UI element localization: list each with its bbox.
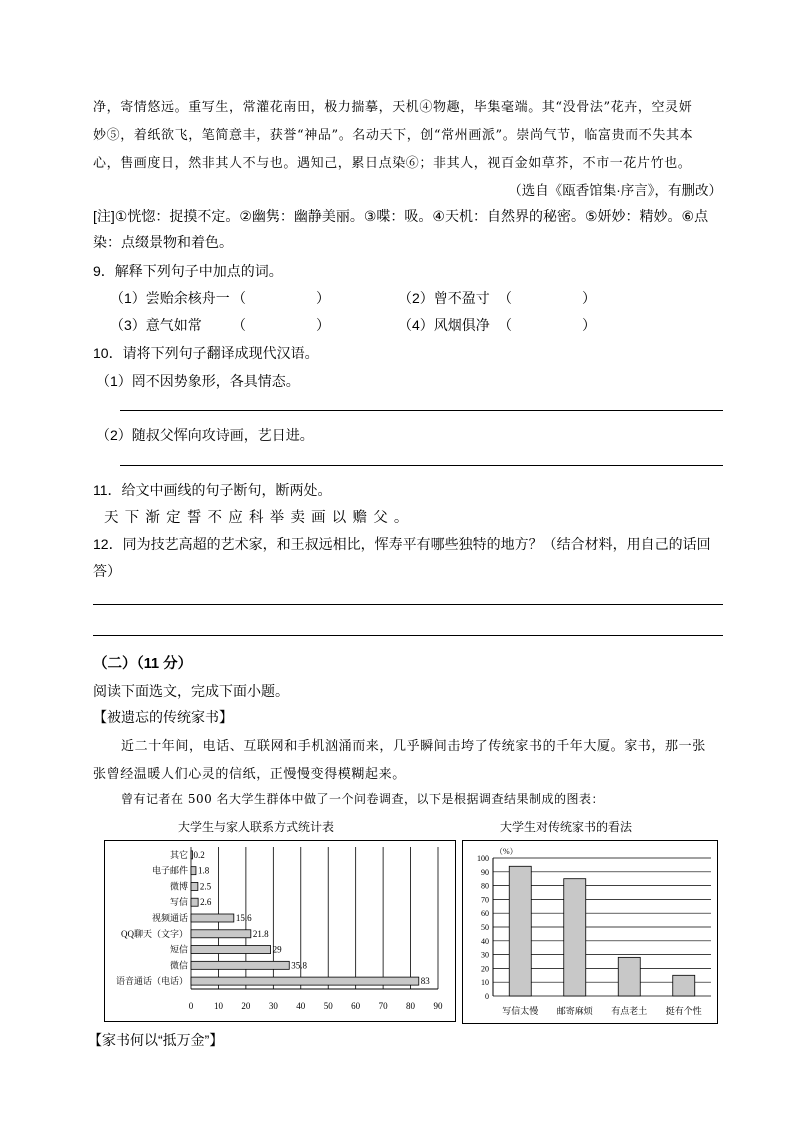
q9-blank-3[interactable]: （ ） xyxy=(232,317,330,333)
passage-line-1: 净，寄情悠远。重写生，常灌花南田，极力揣摹，天机④物趣，毕集毫端。其“没骨法”花卉，空灵妍 xyxy=(93,100,693,115)
chart1-bar xyxy=(191,946,271,954)
chart1-value-label: 2.6 xyxy=(200,897,212,908)
chart2-bar xyxy=(673,975,695,996)
chart1-bar xyxy=(191,867,196,875)
chart1-category-label: 写信 xyxy=(169,897,188,908)
chart2-ytick-label: 30 xyxy=(481,950,489,960)
chart1-bar xyxy=(191,898,198,906)
section2-subtitle-1: 【被遗忘的传统家书】 xyxy=(93,709,233,725)
q10-sentence-2: （2）随叔父恽向攻诗画，艺日进。 xyxy=(96,427,314,443)
section2-survey-intro: 曾有记者在 500 名大学生群体中做了一个问卷调查，以下是根据调查结果制成的图表： xyxy=(121,792,605,806)
chart2-title: 大学生对传统家书的看法 xyxy=(500,820,633,834)
chart2-frame xyxy=(462,840,718,1024)
chart2-ytick-label: 20 xyxy=(481,964,489,974)
chart1-category-label: 语音通话（电话） xyxy=(115,976,188,987)
chart1-value-label: 2.5 xyxy=(199,881,212,892)
q9-item-4: （4）风烟俱净 xyxy=(398,317,490,333)
q9-item-1: （1）尝贻余核舟一 xyxy=(110,290,230,306)
chart1-category-label: 短信 xyxy=(169,944,188,955)
chart1-value-label: 1.8 xyxy=(197,865,210,876)
q10-answer-line-2[interactable] xyxy=(120,465,723,466)
q10-sentence-1: （1）罔不因势象形，各具情态。 xyxy=(96,373,300,389)
chart2-ytick-label: 90 xyxy=(481,867,489,877)
chart1-frame xyxy=(104,840,456,1022)
chart2-category-label: 有点老土 xyxy=(611,1006,648,1016)
q9-title: 9．解释下列句子中加点的词。 xyxy=(93,263,283,279)
chart1-category-label: 电子邮件 xyxy=(151,865,188,876)
passage-source: （选自《瓯香馆集·序言》，有删改） xyxy=(508,183,722,198)
chart1-xtick-label: 50 xyxy=(323,1001,333,1011)
chart1-bar xyxy=(191,882,198,890)
chart2-category-label: 写信太慢 xyxy=(502,1006,539,1016)
chart1-xtick-label: 20 xyxy=(241,1001,251,1011)
chart2-bar xyxy=(564,879,586,996)
chart2-ytick-label: 70 xyxy=(481,895,489,905)
chart2-ytick-label: 100 xyxy=(477,854,489,863)
chart2-bar xyxy=(509,866,531,996)
chart1-bar xyxy=(191,930,251,938)
chart1-value-label: 35.8 xyxy=(291,960,308,971)
chart1-xtick-label: 10 xyxy=(213,1001,223,1011)
chart1-xtick-label: 80 xyxy=(406,1001,416,1011)
q9-blank-2[interactable]: （ ） xyxy=(498,290,596,306)
chart2-ytick-label: 40 xyxy=(481,936,489,946)
passage-line-2: 妙⑤，着纸欲飞，笔简意丰，获誉“神品”。名动天下，创“常州画派”。崇尚气节，临富贵而不失其本 xyxy=(93,128,694,143)
chart1-value-label: 83 xyxy=(420,976,430,987)
chart2-ylabel: （%） xyxy=(495,847,518,856)
chart2-ytick-label: 50 xyxy=(481,923,489,932)
q9-blank-1[interactable]: （ ） xyxy=(232,290,330,306)
q9-item-3: （3）意气如常 xyxy=(110,317,202,333)
chart1-xtick-label: 30 xyxy=(268,1001,278,1011)
chart2-ytick-label: 10 xyxy=(481,978,489,988)
q11-sentence: 天 下 渐 定 誓 不 应 科 举 卖 画 以 赡 父 。 xyxy=(104,510,410,526)
chart1-title: 大学生与家人联系方式统计表 xyxy=(178,820,335,834)
chart1-xtick-label: 70 xyxy=(378,1001,388,1011)
chart1-xtick-label: 40 xyxy=(296,1001,306,1011)
chart2-ytick-label: 0 xyxy=(485,992,489,1001)
section2-subtitle-2: 【家书何以“抵万金”】 xyxy=(88,1032,224,1048)
q12-answer-line-2[interactable] xyxy=(93,635,723,636)
chart1-svg xyxy=(105,841,455,1021)
q9-item-2: （2）曾不盈寸 xyxy=(398,290,490,306)
q12-line-2: 答） xyxy=(93,563,121,579)
chart2-ytick-label: 80 xyxy=(481,881,489,891)
chart2-ytick-label: 60 xyxy=(481,909,489,919)
chart1-value-label: 15.6 xyxy=(235,913,252,923)
chart2-bar xyxy=(618,957,640,996)
chart2-category-label: 邮寄麻烦 xyxy=(556,1006,593,1016)
q9-blank-4[interactable]: （ ） xyxy=(498,317,596,333)
chart1-value-label: 0.2 xyxy=(193,849,205,860)
chart1-value-label: 21.8 xyxy=(252,928,269,939)
passage-line-3: 心，售画度日，然非其人不与也。遇知己，累日点染⑥；非其人，视百金如草芥，不市一花片竹也。 xyxy=(93,156,692,171)
chart1-category-label: 微信 xyxy=(169,960,188,971)
chart1-xtick-label: 60 xyxy=(351,1001,361,1011)
q12-line-1: 12．同为技艺高超的艺术家，和王叔远相比，恽寿平有哪些独特的地方？（结合材料，用自己的话回 xyxy=(93,536,711,552)
chart1-xtick-label: 0 xyxy=(188,1001,194,1011)
chart1-bar xyxy=(191,914,234,922)
chart1-value-label: 29 xyxy=(272,944,282,955)
q12-answer-line-1[interactable] xyxy=(93,604,723,605)
chart1-bar xyxy=(191,961,289,969)
section2-para-1: 近二十年间，电话、互联网和手机汹涌而来，几乎瞬间击垮了传统家书的千年大厦。家书，那一张 xyxy=(121,739,706,754)
notes-line-2: 染：点缀景物和着色。 xyxy=(93,234,233,250)
chart1-bar xyxy=(191,977,419,985)
section2-para-2: 张曾经温暖人们心灵的信纸，正慢慢变得模糊起来。 xyxy=(93,767,406,782)
chart2-svg xyxy=(463,841,717,1023)
chart1-category-label: QQ聊天（文字） xyxy=(121,928,188,939)
chart1-category-label: 其它 xyxy=(169,849,188,860)
chart1-category-label: 视频通话 xyxy=(151,913,188,923)
q10-title: 10．请将下列句子翻译成现代汉语。 xyxy=(93,345,319,361)
notes-line-1: [注]①恍惚：捉摸不定。②幽隽：幽静美丽。③喋：吸。④天机：自然界的秘密。⑤妍妙：精妙。⑥点 xyxy=(93,208,709,224)
chart2-category-label: 挺有个性 xyxy=(665,1006,702,1016)
chart1-bar xyxy=(191,851,193,859)
section2-instruction: 阅读下面选文，完成下面小题。 xyxy=(93,683,289,699)
q11-title: 11．给文中画线的句子断句，断两处。 xyxy=(93,482,332,498)
chart1-category-label: 微博 xyxy=(169,881,188,892)
section2-heading: （二）（11 分） xyxy=(93,656,193,672)
chart1-xtick-label: 90 xyxy=(433,1001,443,1011)
q10-answer-line-1[interactable] xyxy=(120,410,723,411)
